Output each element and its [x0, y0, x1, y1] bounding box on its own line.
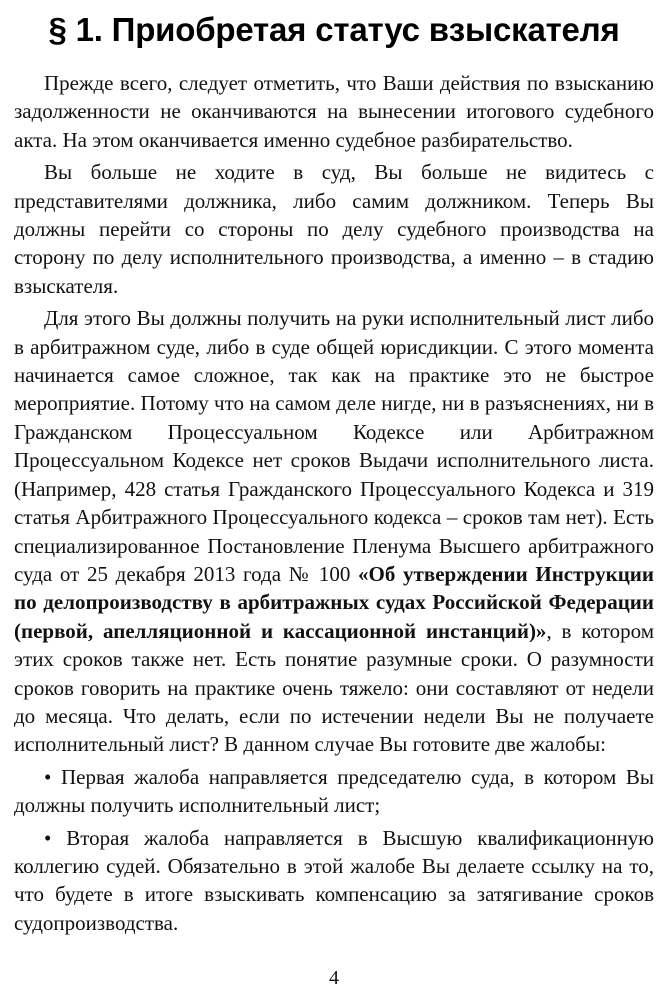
bullet-complaint-chairman: • Первая жалоба направляется председателю суда, в котором Вы должны получить исполнительный лист;: [14, 764, 654, 818]
paragraph-writ-text: Для этого Вы должны получить на руки исполнительный лист либо в арбитражном суде, либо в суде общей юрисдикции. С этого момента начинается самое сложное, так как на практике это не быстрое мероприятие. Потому что на самом деле нигде, ни в разъяснениях, ни в Гражданском Процессуальном Кодексе или Арбитражном Процессуальном Кодексе нет сроков Выдачи исполнительного листа. (Например, 428 статья Гражданского Процессуального Кодекса и 319 статья Арбитражного Процессуального кодекса – сроков там нет). Есть специализированное Постановление Пленума Высшего арбитражного суда от 25 декабря 2013 года № 100: [14, 306, 654, 586]
paragraph-no-court: Вы больше не ходите в суд, Вы больше не видитесь с представителями должника, либо самим должником. Теперь Вы должны перейти со стороны по делу судебного производства на сторону по делу исполнительного производства, а именно – в стадию взыскателя.: [14, 160, 654, 298]
page-number: 4: [329, 967, 339, 989]
bullet-complaint-collegium: • Вторая жалоба направляется в Высшую квалификационную коллегию судей. Обязательно в этой жалобе Вы делаете ссылку на то, что будете в итоге взыскивать компенсацию за затягивание сроков судопроизводства.: [14, 825, 654, 935]
resolution-title: «Об утверждении Инструкции по делопроизводству в арбитражных судах Российской Федерации (первой, апелляционной и кассационной инстанций)»: [14, 561, 654, 643]
body-text: [14, 69, 654, 937]
section-heading: § 1. Приобретая статус взыскателя: [48, 11, 620, 48]
paragraph-writ: [14, 304, 654, 759]
paragraph-writ-continued: , в котором этих сроков также нет. Есть понятие разумные сроки. О разумности сроков говорить на практике очень тяжело: они составляют от недели до месяца. Что делать, если по истечении недели Вы не получаете исполнительный лист? В данном случае Вы готовите две жалобы:: [14, 618, 654, 757]
paragraph-intro: Прежде всего, следует отметить, что Ваши действия по взысканию задолженности не оканчиваются на вынесении итогового судебного акта. На этом оканчивается именно судебное разбирательство.: [14, 71, 654, 152]
